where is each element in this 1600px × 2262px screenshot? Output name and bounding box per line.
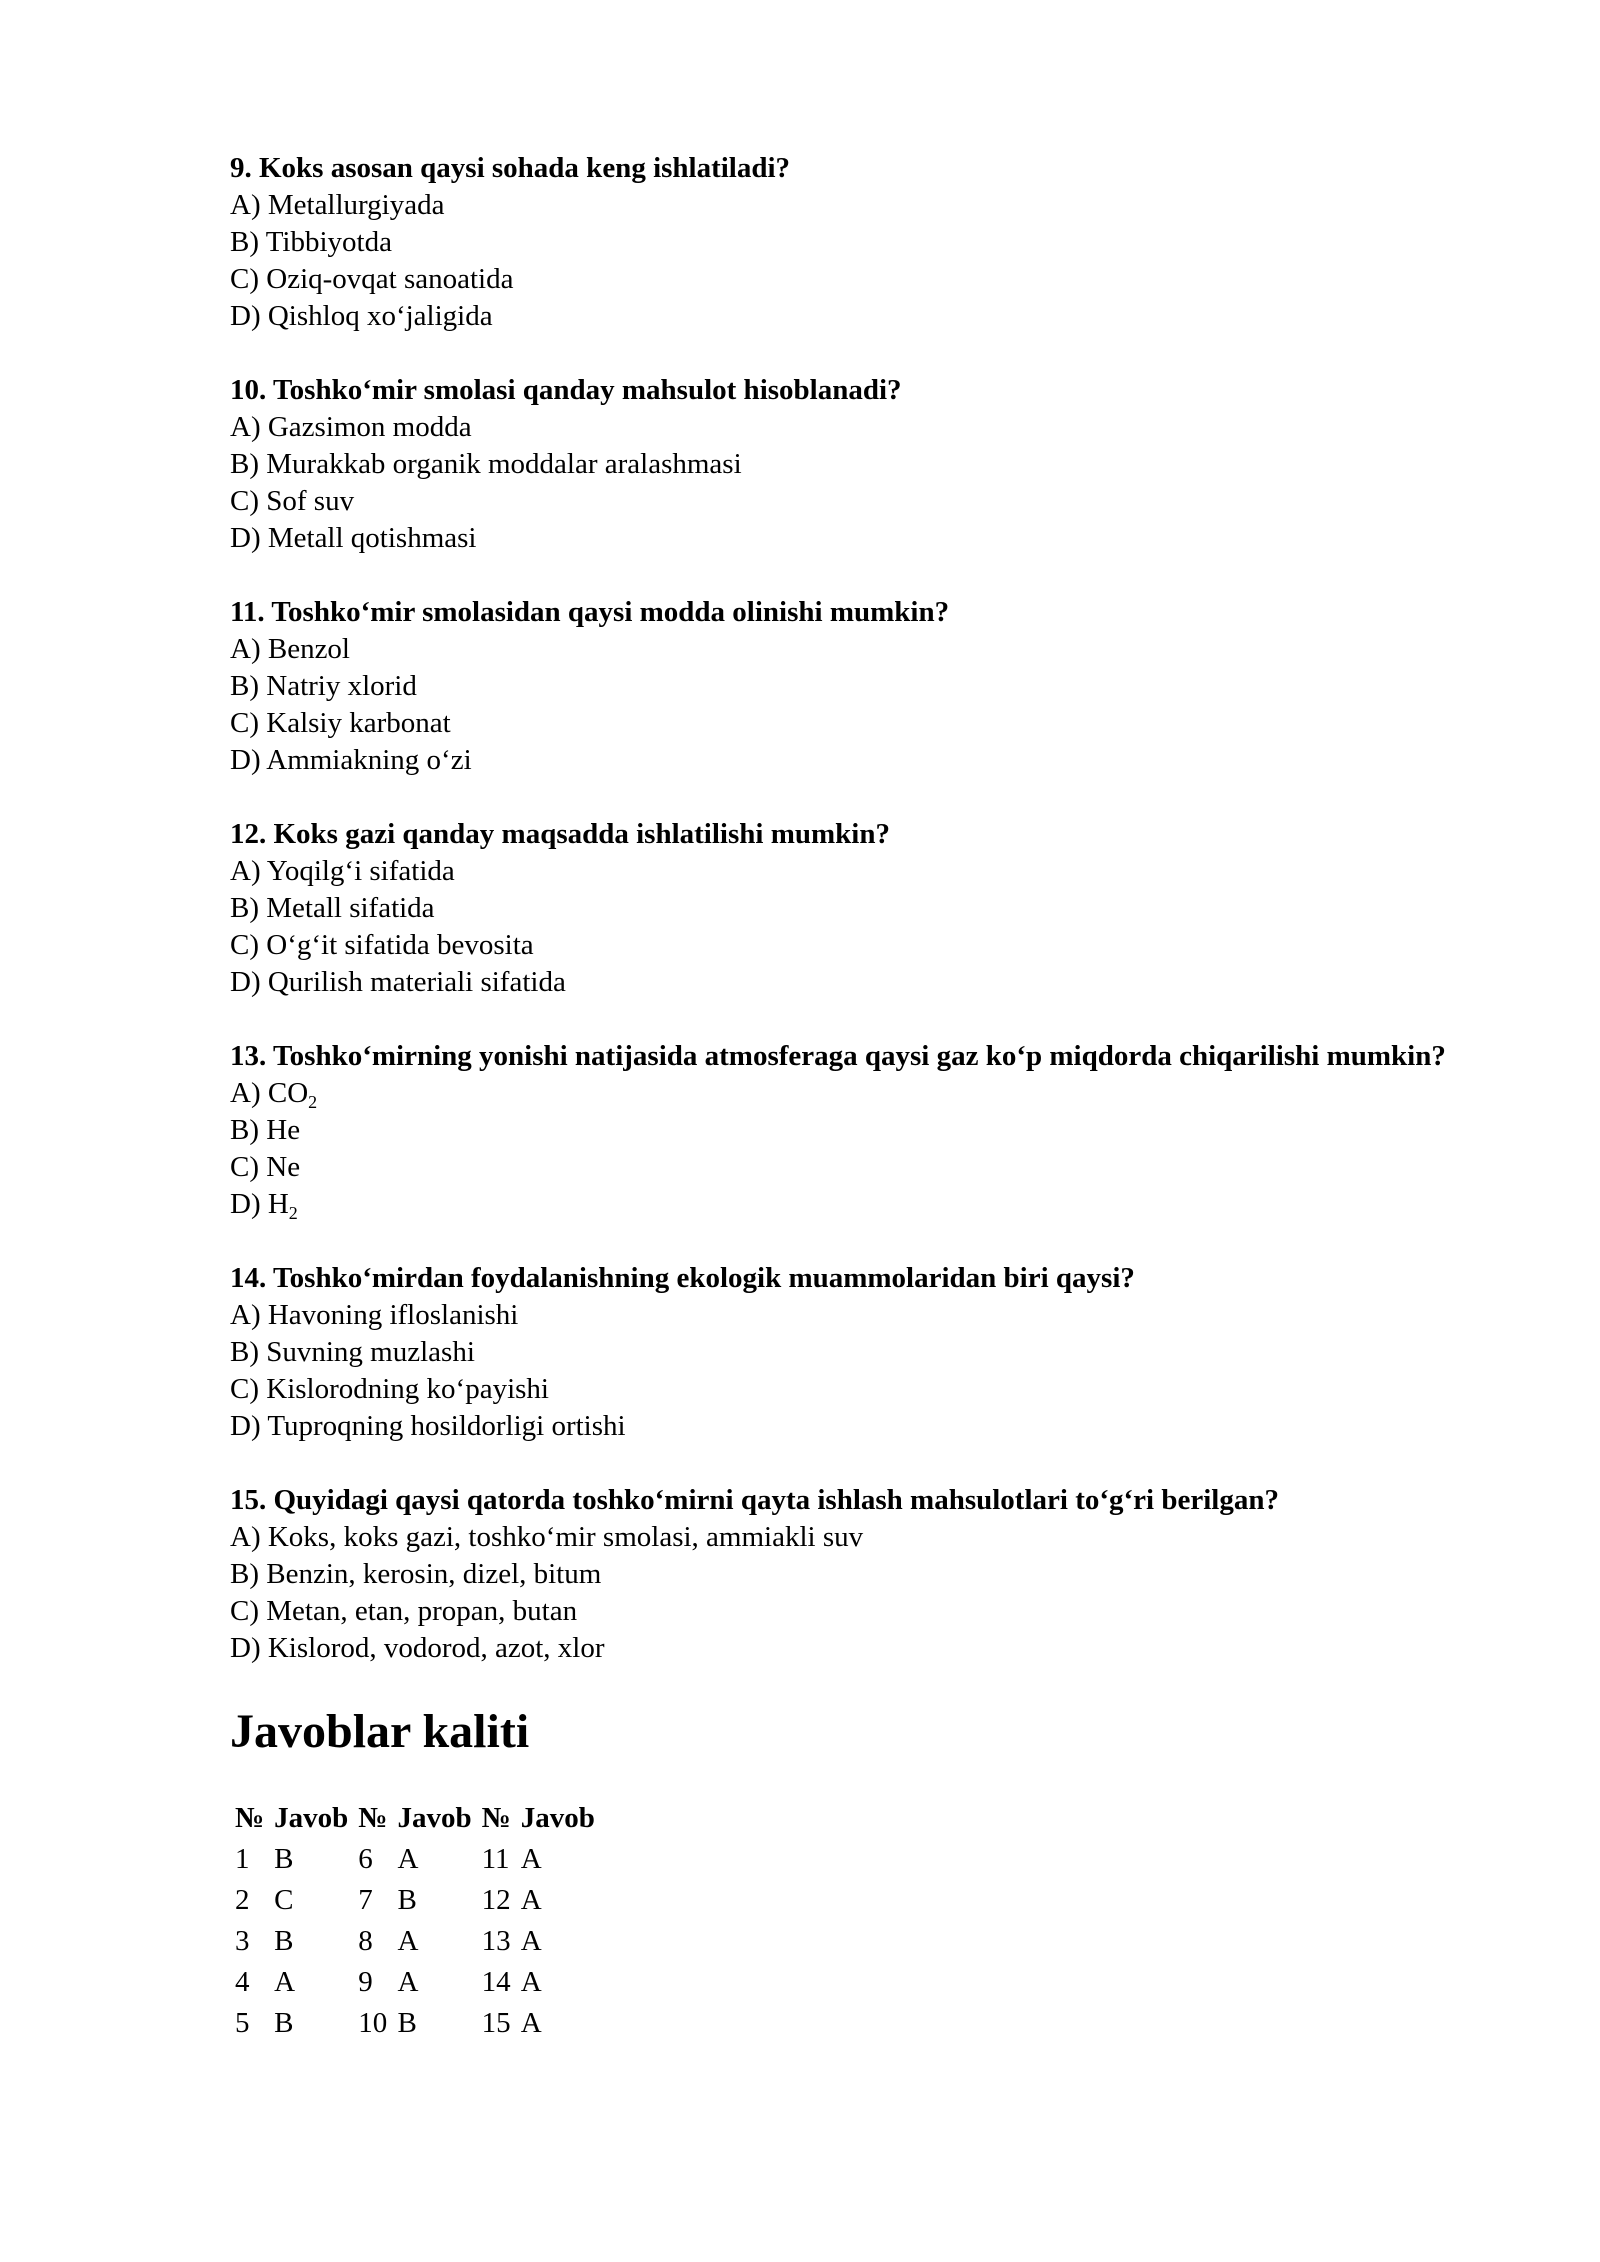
answer-key-cell: A: [520, 1966, 542, 1998]
answer-option-text: D) Qishloq xo‘jaligida: [230, 300, 493, 332]
table-row: [230, 1880, 600, 1921]
answer-option-text: A) CO: [230, 1077, 309, 1109]
subscript: 2: [288, 1203, 298, 1223]
answer-key-cell: 1: [235, 1843, 250, 1875]
answer-option: [230, 224, 1490, 261]
answer-option: [230, 1630, 1490, 1667]
answer-option: [230, 298, 1490, 335]
answer-key-cell: 15: [481, 2007, 511, 2039]
answer-key-header-row: [230, 1798, 600, 1839]
questions-list: [230, 150, 1490, 1667]
answer-key-cell: A: [397, 1925, 419, 1957]
answer-key-cell: 4: [235, 1966, 250, 1998]
answer-key-cell: C: [274, 1884, 294, 1916]
answer-key-cell: 2: [235, 1884, 250, 1916]
answer-option-text: C) Metan, etan, propan, butan: [230, 1595, 578, 1627]
answer-option: [230, 409, 1490, 446]
answer-option-text: D) Kislorod, vodorod, azot, xlor: [230, 1632, 605, 1664]
answer-key-cell: B: [397, 1884, 417, 1916]
question-block: [230, 150, 1490, 335]
answer-key-cell: 12: [481, 1884, 511, 1916]
answer-key-heading: Javoblar kaliti: [230, 1705, 530, 1758]
answer-option: [230, 1334, 1490, 1371]
answer-key-cell: B: [274, 2007, 294, 2039]
answer-key-cell: 7: [358, 1884, 373, 1916]
answer-option: [230, 1186, 1490, 1223]
table-row: [230, 2003, 600, 2044]
answer-option-text: C) Oziq-ovqat sanoatida: [230, 263, 514, 295]
answer-key-table: [230, 1798, 600, 2044]
answer-key-cell: 10: [358, 2007, 388, 2039]
answer-key-cell: 9: [358, 1966, 373, 1998]
answer-key-body: [230, 1839, 600, 2044]
question-title: 12. Koks gazi qanday maqsadda ishlatilishi mumkin?: [230, 818, 890, 850]
answer-option-text: A) Gazsimon modda: [230, 411, 472, 443]
answer-option-text: A) Koks, koks gazi, toshko‘mir smolasi, ammiakli suv: [230, 1521, 864, 1553]
answer-option: [230, 187, 1490, 224]
question-title: 10. Toshko‘mir smolasi qanday mahsulot hisoblanadi?: [230, 374, 902, 406]
answer-key-cell: 14: [481, 1966, 511, 1998]
answer-key-cell: A: [520, 2007, 542, 2039]
answer-option: [230, 1075, 1490, 1112]
answer-key-header-cell: Javob: [274, 1802, 349, 1834]
subscript: 2: [308, 1092, 318, 1112]
answer-option-text: B) Murakkab organik moddalar aralashmasi: [230, 448, 742, 480]
answer-key-cell: 13: [481, 1925, 511, 1957]
answer-key-cell: B: [397, 2007, 417, 2039]
question-block: [230, 1482, 1490, 1667]
answer-key-cell: 5: [235, 2007, 250, 2039]
answer-key-cell: A: [520, 1843, 542, 1875]
answer-key-cell: B: [274, 1925, 294, 1957]
table-row: [230, 1921, 600, 1962]
answer-option-text: A) Benzol: [230, 633, 350, 665]
answer-option: [230, 520, 1490, 557]
answer-option: [230, 1556, 1490, 1593]
answer-option-text: C) O‘g‘it sifatida bevosita: [230, 929, 534, 961]
answer-option: [230, 890, 1490, 927]
answer-key-header-cell: Javob: [520, 1802, 595, 1834]
answer-option-text: B) He: [230, 1114, 301, 1146]
question-title: 9. Koks asosan qaysi sohada keng ishlatiladi?: [230, 152, 791, 184]
question-block: [230, 372, 1490, 557]
table-row: [230, 1962, 600, 2003]
question-title: 13. Toshko‘mirning yonishi natijasida atmosferaga qaysi gaz ko‘p miqdorda chiqarilishi mumkin?: [230, 1040, 1446, 1072]
answer-option: [230, 705, 1490, 742]
answer-key-header-cell: №: [481, 1802, 511, 1834]
answer-option-text: D) Ammiakning o‘zi: [230, 744, 472, 776]
answer-option-text: B) Metall sifatida: [230, 892, 435, 924]
answer-option: [230, 483, 1490, 520]
answer-option: [230, 1371, 1490, 1408]
answer-key-cell: A: [397, 1966, 419, 1998]
answer-option-text: B) Benzin, kerosin, dizel, bitum: [230, 1558, 602, 1590]
answer-key-cell: A: [274, 1966, 296, 1998]
answer-option: [230, 261, 1490, 298]
question-block: [230, 1260, 1490, 1445]
answer-option-text: A) Havoning ifloslanishi: [230, 1299, 519, 1331]
question-title: 11. Toshko‘mir smolasidan qaysi modda olinishi mumkin?: [230, 596, 950, 628]
answer-option-text: D) Qurilish materiali sifatida: [230, 966, 566, 998]
answer-option-text: B) Tibbiyotda: [230, 226, 392, 258]
answer-option-text: D) Metall qotishmasi: [230, 522, 477, 554]
answer-option-text: C) Kislorodning ko‘payishi: [230, 1373, 549, 1405]
table-row: [230, 1839, 600, 1880]
answer-option-text: C) Kalsiy karbonat: [230, 707, 451, 739]
answer-option-text: B) Natriy xlorid: [230, 670, 417, 702]
answer-option-text: B) Suvning muzlashi: [230, 1336, 475, 1368]
answer-option: [230, 964, 1490, 1001]
answer-option: [230, 853, 1490, 890]
answer-option-text: C) Ne: [230, 1151, 301, 1183]
answer-key-cell: 6: [358, 1843, 373, 1875]
answer-key-header-cell: №: [235, 1802, 265, 1834]
answer-key-cell: A: [520, 1925, 542, 1957]
answer-option: [230, 446, 1490, 483]
answer-option: [230, 927, 1490, 964]
question-block: [230, 1038, 1490, 1223]
answer-key-header-cell: №: [358, 1802, 388, 1834]
answer-option-text: A) Yoqilg‘i sifatida: [230, 855, 455, 887]
question-block: [230, 816, 1490, 1001]
answer-option: [230, 1149, 1490, 1186]
question-title: 15. Quyidagi qaysi qatorda toshko‘mirni qayta ishlash mahsulotlari to‘g‘ri berilgan?: [230, 1484, 1279, 1516]
answer-option: [230, 742, 1490, 779]
answer-key-cell: B: [274, 1843, 294, 1875]
answer-option-text: C) Sof suv: [230, 485, 355, 517]
answer-key-cell: A: [520, 1884, 542, 1916]
answer-key-cell: A: [397, 1843, 419, 1875]
answer-option: [230, 1297, 1490, 1334]
answer-option: [230, 668, 1490, 705]
answer-option-text: D) Tuproqning hosildorligi ortishi: [230, 1410, 626, 1442]
answer-key-cell: 8: [358, 1925, 373, 1957]
document-page: [230, 150, 1490, 2044]
answer-key-cell: 11: [481, 1843, 510, 1875]
answer-option: [230, 631, 1490, 668]
answer-key-cell: 3: [235, 1925, 250, 1957]
answer-option: [230, 1593, 1490, 1630]
answer-option-text: D) H: [230, 1188, 289, 1220]
question-block: [230, 594, 1490, 779]
question-title: 14. Toshko‘mirdan foydalanishning ekologik muammolaridan biri qaysi?: [230, 1262, 1135, 1294]
answer-option: [230, 1112, 1490, 1149]
answer-option: [230, 1519, 1490, 1556]
answer-option-text: A) Metallurgiyada: [230, 189, 445, 221]
answer-key-header-cell: Javob: [397, 1802, 472, 1834]
answer-option: [230, 1408, 1490, 1445]
